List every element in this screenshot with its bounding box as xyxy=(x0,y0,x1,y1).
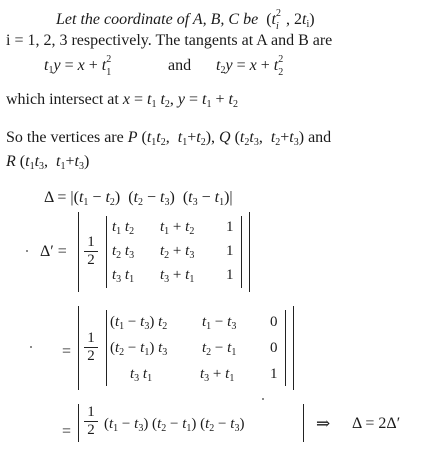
half-fraction-1: $\frac{1}{2}$ xyxy=(84,234,98,269)
vertices-line-1: So the vertices are P ($t_1t_2$, $t_1+t_2$), Q ($t_2t_3$, $t_2+t_3$) and xyxy=(6,129,332,148)
final-product: $(t_1 - t_3) (t_2 - t_1) (t_2 - t_3)$ xyxy=(104,416,245,434)
half-fraction-3: $\frac{1}{2}$ xyxy=(84,404,98,439)
det2-r1c1: $(t_1 - t_3)$ $t_2$ xyxy=(110,314,168,332)
tangent-equation-b: $t_2y = x + t$ 2 2 xyxy=(216,54,284,78)
scan-speck xyxy=(262,398,264,400)
det1-r1c1: $t_1$ $t_2$ xyxy=(112,219,135,237)
det1-r1c3: 1 xyxy=(226,219,234,235)
det1-r3c1: $t_3$ $t_1$ xyxy=(112,267,135,285)
scan-speck xyxy=(30,346,32,348)
det1-r2c1: $t_2$ $t_3$ xyxy=(112,243,135,261)
det2-r1c3: 0 xyxy=(270,314,278,330)
det2-r2c1: $(t_2 - t_1)$ $t_3$ xyxy=(110,340,168,358)
intro-text: Let the coordinate of A, B, C be xyxy=(56,11,259,28)
half-fraction-2: $\frac{1}{2}$ xyxy=(84,330,98,365)
tangent-equation-a: $t_1y = x + t$ 2 1 xyxy=(44,54,112,78)
det1-r2c2: $t_2 + t_3$ xyxy=(160,243,195,261)
det2-r3c2: $t_3 + t_1$ xyxy=(200,366,235,384)
intro-line-1 xyxy=(56,10,315,30)
scan-speck xyxy=(26,250,28,252)
point-text: (t 2 i , $2t_i$) xyxy=(262,8,315,32)
delta-prime-label: Δ′ = xyxy=(40,243,67,260)
intro-line-2: i = 1, 2, 3 respectively. The tangents at A and B are xyxy=(6,32,333,49)
det1-r2c3: 1 xyxy=(226,243,234,259)
equals-sign-3: = xyxy=(62,423,72,440)
equals-sign-2: = xyxy=(62,343,72,360)
vertices-line-2: R ($t_1t_3$, $t_1+t_3$) xyxy=(6,153,90,172)
det2-r1c2: $t_1 - t_3$ xyxy=(202,314,237,332)
det1-r3c2: $t_3 + t_1$ xyxy=(160,267,195,285)
conclusion: Δ = 2Δ′ xyxy=(352,415,401,432)
tangent-and: and xyxy=(168,57,192,74)
implies-arrow: ⇒ xyxy=(316,414,331,433)
det1-r1c2: $t_1 + t_2$ xyxy=(160,219,195,237)
intersection-line: which intersect at $x = t_1$ $t_2$, $y = t_1 + t_2$ xyxy=(6,91,238,110)
det2-r3c1: $t_3$ $t_1$ xyxy=(130,366,153,384)
det2-r2c3: 0 xyxy=(270,340,278,356)
det2-r2c2: $t_2 - t_1$ xyxy=(202,340,237,358)
det1-r3c3: 1 xyxy=(226,267,234,283)
delta-definition: $\Delta = |(t_1 - t_2) (t_2 - t_3) (t_3 - t_1)|$ xyxy=(44,189,233,208)
det2-r3c3: 1 xyxy=(270,366,278,382)
